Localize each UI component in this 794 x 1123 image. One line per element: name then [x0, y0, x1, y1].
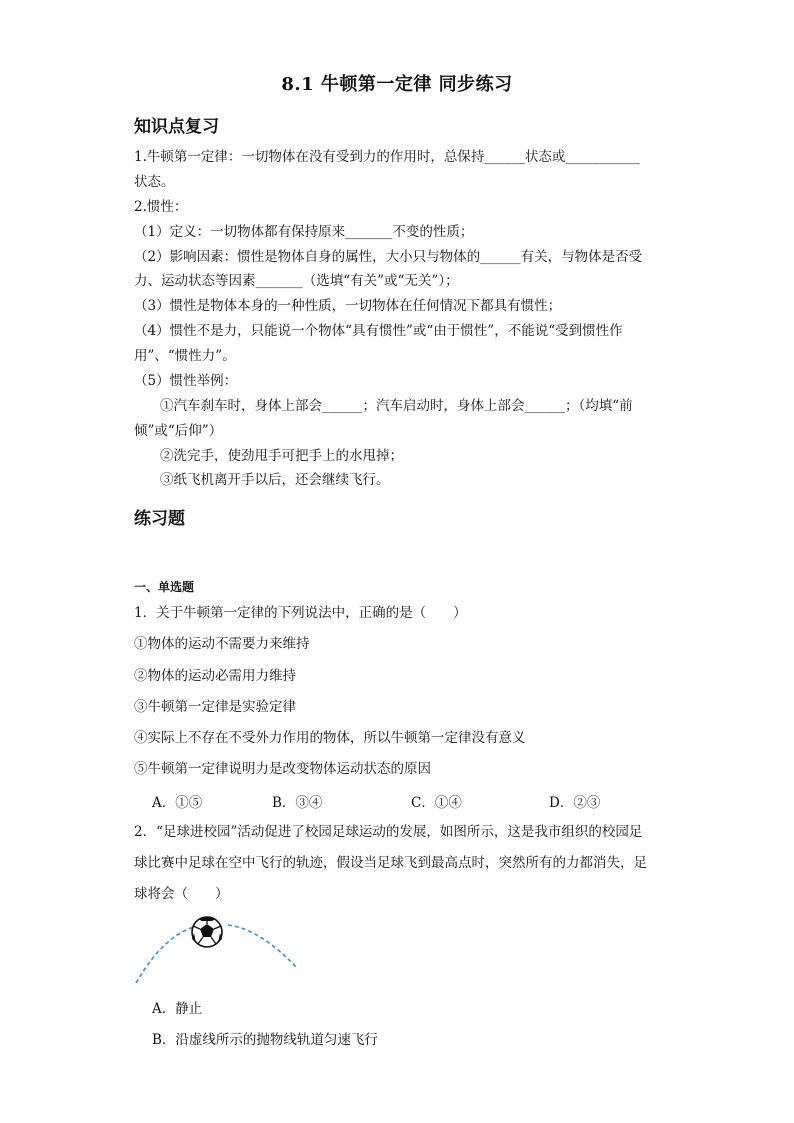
option-b: B．沿虚线所示的抛物线轨道匀速飞行 — [152, 1032, 378, 1048]
review-line: （5）惯性举例： — [134, 373, 238, 389]
review-line: 1.牛顿第一定律：一切物体在没有受到力的作用时，总保持______状态或___________ — [134, 149, 640, 165]
review-line: （4）惯性不是力，只能说一个物体“具有惯性”或“由于惯性”，不能说“受到惯性作 — [134, 323, 623, 339]
review-heading: 知识点复习 — [134, 117, 219, 137]
review-line: 倾”或“后仰”） — [134, 423, 223, 439]
trajectory-figure — [132, 905, 302, 985]
statement-item: ③牛顿第一定律是实验定律 — [134, 699, 296, 715]
review-line: （1）定义：一切物体都有保持原来_______不变的性质； — [134, 224, 474, 240]
option-c: C．①④ — [411, 795, 462, 811]
review-line: ②洗完手，使劲甩手可把手上的水甩掉； — [160, 448, 403, 464]
option-d: D．②③ — [549, 795, 601, 811]
review-line: （3）惯性是物体本身的一种性质，一切物体在任何情况下都具有惯性； — [134, 298, 562, 314]
review-line: ③纸飞机离开手以后，还会继续飞行。 — [160, 472, 390, 488]
option-a: A．①⑤ — [152, 795, 203, 811]
review-line: 2.惯性： — [134, 199, 188, 215]
statement-item: ①物体的运动不需要力来维持 — [134, 636, 310, 652]
question-stem: 球将会（ ） — [134, 886, 229, 902]
option-a: A．静止 — [152, 1001, 203, 1017]
exercises-heading: 练习题 — [134, 509, 185, 529]
review-line: 用”、“惯性力”。 — [134, 348, 236, 364]
section-label: 一、单选题 — [134, 580, 195, 594]
question-stem: 2．“足球进校园”活动促进了校园足球运动的发展，如图所示，这是我市组织的校园足 — [134, 824, 643, 840]
option-b: B．③④ — [272, 795, 323, 811]
review-line: ①汽车刹车时，身体上部会______；汽车启动时，身体上部会______；（均填“前 — [160, 398, 633, 414]
review-line: （2）影响因素：惯性是物体自身的属性，大小只与物体的______有关，与物体是否受 — [134, 249, 643, 265]
statement-item: ②物体的运动必需用力维持 — [134, 668, 296, 684]
page-title: 8.1 牛顿第一定律 同步练习 — [281, 74, 513, 95]
review-line: 状态。 — [134, 174, 175, 190]
statement-item: ⑤牛顿第一定律说明力是改变物体运动状态的原因 — [134, 761, 431, 777]
statement-item: ④实际上不存在不受外力作用的物体，所以牛顿第一定律没有意义 — [134, 730, 526, 746]
question-stem: 球比赛中足球在空中飞行的轨迹，假设当足球飞到最高点时，突然所有的力都消失，足 — [134, 855, 647, 871]
question-stem: 1．关于牛顿第一定律的下列说法中，正确的是（ ） — [134, 605, 467, 621]
review-line: 力、运动状态等因素_______（选填“有关”或“无关”）； — [134, 273, 459, 289]
soccer-ball-icon — [192, 917, 222, 947]
